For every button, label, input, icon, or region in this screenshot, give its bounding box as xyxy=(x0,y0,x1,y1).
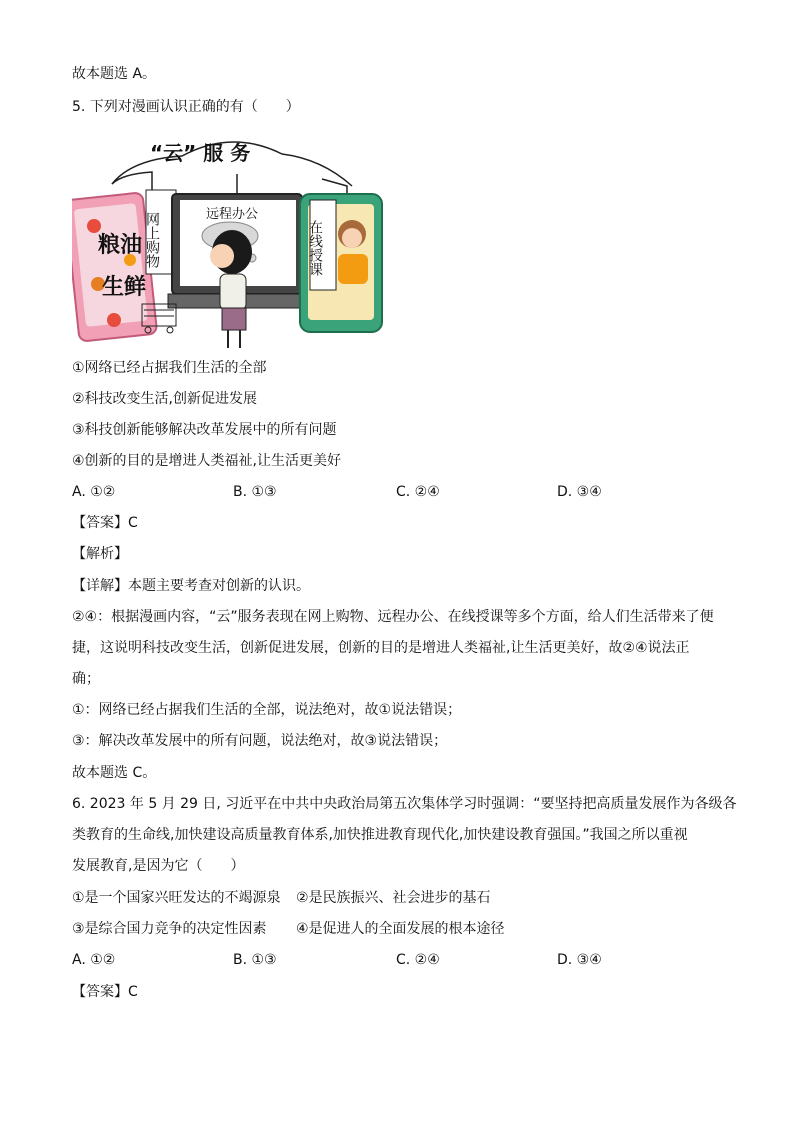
cartoon-remote-office: 远程办公 xyxy=(206,207,259,222)
q5-item-1: ①网络已经占据我们生活的全部 xyxy=(72,360,267,376)
question-5-stem: 5. 下列对漫画认识正确的有（ ） xyxy=(72,99,300,115)
cloud-service-cartoon xyxy=(72,134,390,348)
q6-option-d: D. ③④ xyxy=(557,952,602,968)
q6-item-1: ①是一个国家兴旺发达的不竭源泉 xyxy=(72,890,281,906)
q6-item-3: ③是综合国力竞争的决定性因素 xyxy=(72,921,267,937)
q6-item-2: ②是民族振兴、社会进步的基石 xyxy=(296,890,491,906)
q5-conclusion: 故本题选 C。 xyxy=(72,765,157,781)
cartoon-title: “云” 服 务 xyxy=(150,141,251,165)
q5-option-d: D. ③④ xyxy=(557,484,602,500)
question-6-stem-1: 6. 2023 年 5 月 29 日, 习近平在中共中央政治局第五次集体学习时强调：“要坚持把高质量发展作为各级各 xyxy=(72,796,737,812)
q6-answer: 【答案】C xyxy=(72,984,138,1000)
q6-item-4: ④是促进人的全面发展的根本途径 xyxy=(296,921,505,937)
q5-answer: 【答案】C xyxy=(72,515,138,531)
question-6-stem-2: 类教育的生命线,加快建设高质量教育体系,加快推进教育现代化,加快建设教育强国。”我国之所以重视 xyxy=(72,827,688,843)
q5-detail-line-5: ③：解决改革发展中的所有问题，说法绝对，故③说法错误； xyxy=(72,733,448,749)
q5-detail-line-4: ①：网络已经占据我们生活的全部，说法绝对，故①说法错误； xyxy=(72,702,462,718)
q5-item-4: ④创新的目的是增进人类福祉,让生活更美好 xyxy=(72,453,341,469)
cartoon-online-class: 在线授课 xyxy=(307,220,323,276)
q6-option-b: B. ①③ xyxy=(233,952,277,968)
q5-detail-intro: 【详解】本题主要考查对创新的认识。 xyxy=(72,578,310,594)
cartoon-grain-oil: 粮油 xyxy=(98,233,143,258)
q5-option-b: B. ①③ xyxy=(233,484,277,500)
q5-detail-line-1: ②④：根据漫画内容，“云”服务表现在网上购物、远程办公、在线授课等多个方面，给人们生活带来了便 xyxy=(72,609,714,625)
line-conclusion-a: 故本题选 A。 xyxy=(72,66,157,82)
q5-option-a: A. ①② xyxy=(72,484,116,500)
cartoon-online-shopping: 网上购物 xyxy=(144,212,160,268)
question-6-stem-3: 发展教育,是因为它（ ） xyxy=(72,858,245,874)
q6-option-c: C. ②④ xyxy=(396,952,440,968)
q5-item-2: ②科技改变生活,创新促进发展 xyxy=(72,391,258,407)
cartoon-fresh-food: 生鲜 xyxy=(102,275,147,300)
q5-item-3: ③科技创新能够解决改革发展中的所有问题 xyxy=(72,422,337,438)
q5-detail-line-3: 确； xyxy=(72,671,100,687)
q5-option-c: C. ②④ xyxy=(396,484,440,500)
q5-analysis-heading: 【解析】 xyxy=(72,546,128,562)
q6-option-a: A. ①② xyxy=(72,952,116,968)
q5-detail-line-2: 捷，这说明科技改变生活，创新促进发展，创新的目的是增进人类福祉,让生活更美好，故②④说法正 xyxy=(72,640,690,656)
